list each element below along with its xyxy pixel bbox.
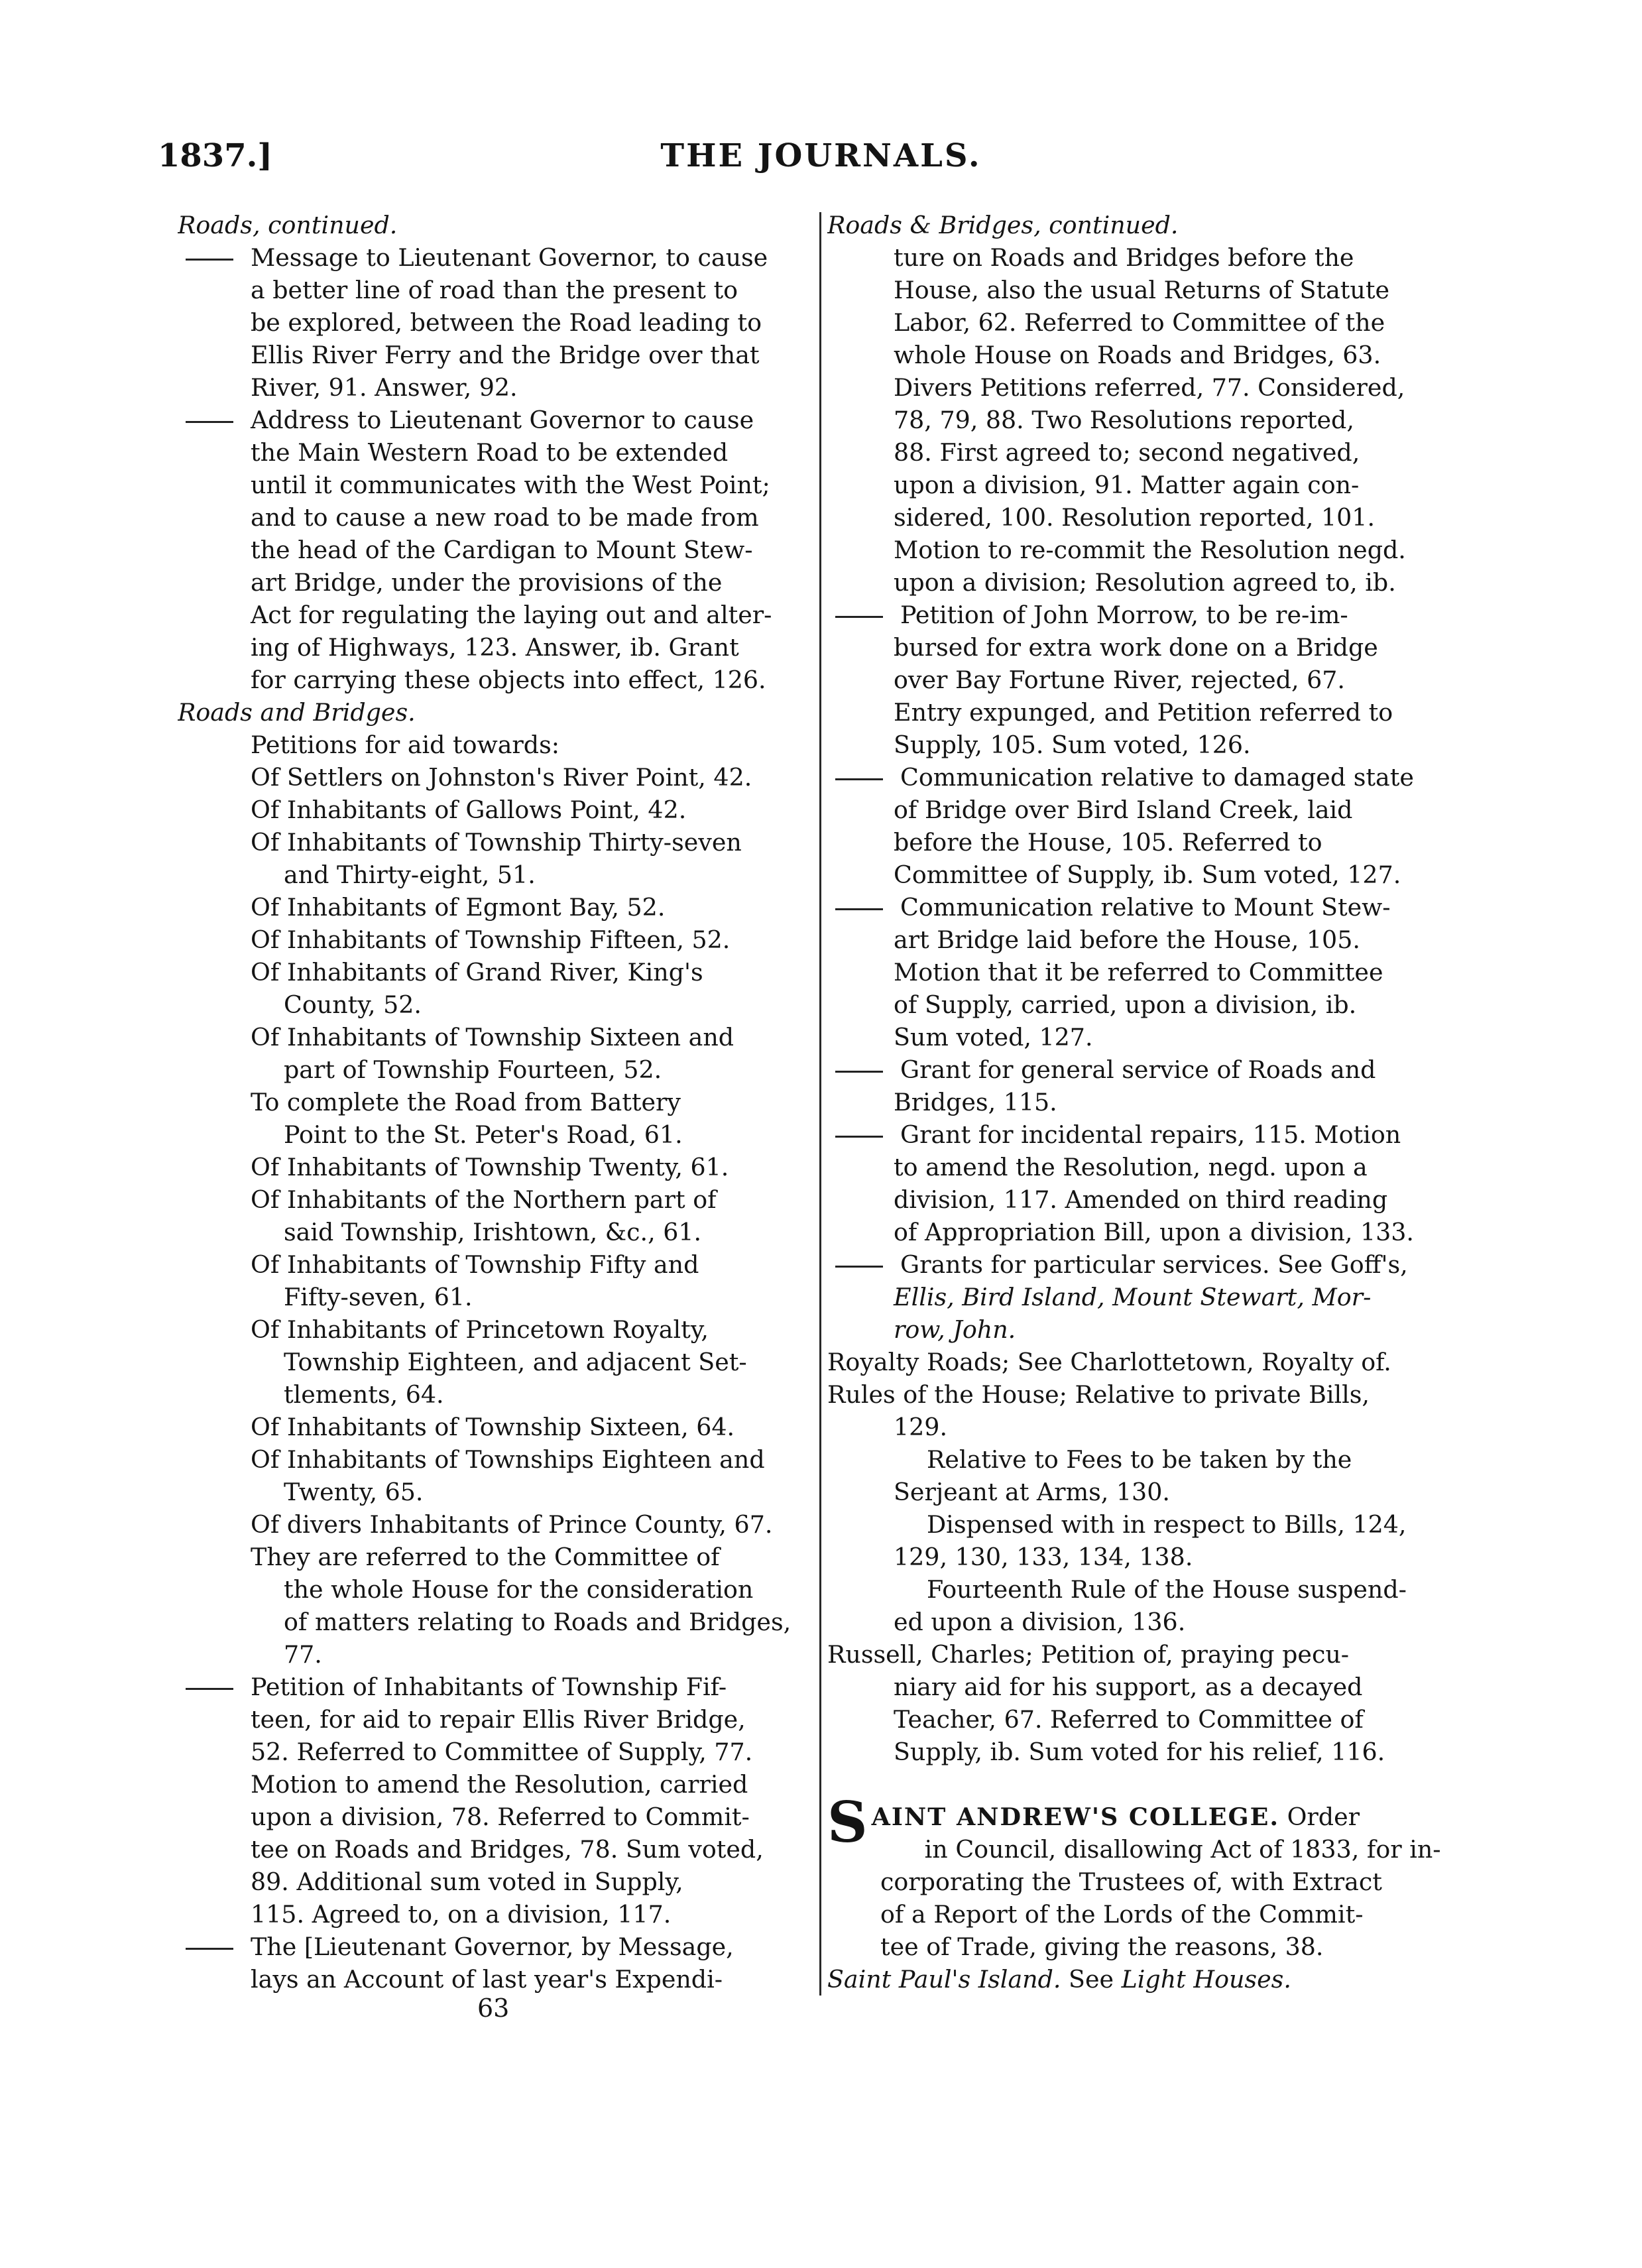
index-line [178, 924, 814, 956]
index-line [827, 1378, 1464, 1411]
index-line-text: 89. Additional sum voted in Supply, [251, 1868, 683, 1896]
column-divider [819, 212, 821, 1996]
index-line-text: Ellis, Bird Island, Mount Stewart, Mor- [894, 1283, 1372, 1311]
index-line [178, 1118, 814, 1151]
index-line-text: and Thirty-eight, 51. [284, 861, 536, 889]
drop-cap: S [827, 1789, 868, 1855]
index-line-text: Twenty, 65. [284, 1478, 424, 1506]
index-line [178, 1476, 814, 1508]
index-line [178, 534, 814, 566]
index-line [827, 1313, 1464, 1346]
index-line [827, 1118, 1464, 1151]
index-line [827, 1638, 1464, 1671]
index-line-text: 115. Agreed to, on a division, 117. [251, 1900, 672, 1929]
index-line-text: bursed for extra work done on a Bridge [894, 633, 1378, 662]
index-line [827, 891, 1464, 924]
index-line [178, 1053, 814, 1086]
index-line [827, 761, 1464, 794]
dash-mark [827, 1118, 900, 1151]
index-line-text: Sum voted, 127. [894, 1023, 1093, 1051]
index-line [178, 1281, 814, 1313]
index-line-text: Motion that it be referred to Committee [894, 958, 1383, 986]
index-line-text: Grants for particular services. See Goff's, [900, 1250, 1408, 1279]
index-line [178, 274, 814, 306]
dash-mark [178, 1931, 251, 1963]
index-line-text: The [Lieutenant Governor, by Message, [251, 1933, 734, 1961]
index-line [827, 696, 1464, 729]
index-line [827, 988, 1464, 1021]
index-line-text: the whole House for the consideration [284, 1575, 754, 1604]
index-line-text: art Bridge laid before the House, 105. [894, 925, 1360, 954]
index-line [178, 404, 814, 436]
index-line [178, 241, 814, 274]
index-line-text: upon a division; Resolution agreed to, ib. [894, 568, 1396, 597]
index-line [827, 1053, 1464, 1086]
index-line-text: County, 52. [284, 990, 422, 1019]
index-line [827, 1736, 1464, 1768]
index-line-text: until it communicates with the West Point; [251, 471, 770, 499]
index-line-text: Act for regulating the laying out and alter- [251, 601, 772, 629]
index-line [178, 371, 814, 404]
index-line-text: Of Settlers on Johnston's River Point, 42. [251, 763, 752, 792]
index-line-text: River, 91. Answer, 92. [251, 373, 518, 402]
index-line-text: row, John. [894, 1315, 1016, 1344]
index-line [178, 1248, 814, 1281]
index-line [178, 1541, 814, 1573]
index-line-text: To complete the Road from Battery [251, 1088, 681, 1116]
index-line [827, 729, 1464, 761]
index-line [178, 1021, 814, 1053]
index-line-text: Of Inhabitants of the Northern part of [251, 1185, 717, 1214]
page-number: 63 [477, 1994, 510, 2023]
index-line-text: Fifty-seven, 61. [284, 1283, 473, 1311]
index-line-text: 77. [284, 1640, 322, 1669]
index-line [178, 1898, 814, 1931]
index-line [178, 1801, 814, 1833]
index-line [827, 1508, 1464, 1541]
index-line-text: Roads and Bridges. [178, 698, 416, 727]
index-line [827, 956, 1464, 988]
dash-mark [178, 404, 251, 436]
index-line [827, 1476, 1464, 1508]
dash-mark [178, 1671, 251, 1703]
index-line-text: 52. Referred to Committee of Supply, 77. [251, 1738, 753, 1766]
index-line-text: Of Inhabitants of Township Sixteen and [251, 1023, 734, 1051]
dash-mark [827, 891, 900, 924]
index-line [827, 1703, 1464, 1736]
index-line [178, 1573, 814, 1606]
index-line-text: Royalty Roads; See Charlottetown, Royalty of. [827, 1348, 1391, 1376]
right-column-entries [827, 209, 1464, 1768]
index-line [178, 1736, 814, 1768]
index-line-text: Grant for incidental repairs, 115. Motion [900, 1120, 1401, 1149]
index-line [178, 859, 814, 891]
index-line-text: Motion to re-commit the Resolution negd. [894, 536, 1406, 564]
index-line [178, 1638, 814, 1671]
index-line [178, 1508, 814, 1541]
index-line [827, 274, 1464, 306]
index-line [827, 1443, 1464, 1476]
index-line [178, 306, 814, 339]
index-line [827, 1216, 1464, 1248]
index-line [827, 1248, 1464, 1281]
saint-andrews-line: in Council, disallowing Act of 1833, for in- [924, 1835, 1441, 1864]
index-line-text: sidered, 100. Resolution reported, 101. [894, 503, 1376, 532]
index-line [827, 469, 1464, 501]
index-line [178, 501, 814, 534]
index-line-text: of Appropriation Bill, upon a division, 133. [894, 1218, 1414, 1246]
index-line-text: Grant for general service of Roads and [900, 1055, 1376, 1084]
saint-pauls-see: See [1069, 1965, 1114, 1994]
index-line [178, 1606, 814, 1638]
saint-andrews-heading: AINT ANDREW'S COLLEGE. [871, 1803, 1279, 1831]
index-line-text: art Bridge, under the provisions of the [251, 568, 723, 597]
index-line-text: Ellis River Ferry and the Bridge over that [251, 341, 760, 369]
index-line-text: Fourteenth Rule of the House suspend- [927, 1575, 1407, 1604]
index-line [178, 664, 814, 696]
index-line-text: Petition of John Morrow, to be re-im- [900, 601, 1348, 629]
index-line-text: House, also the usual Returns of Statute [894, 276, 1390, 304]
index-line-text: Roads & Bridges, continued. [827, 211, 1179, 239]
index-line [178, 1931, 814, 1963]
index-line-text: Dispensed with in respect to Bills, 124, [927, 1510, 1407, 1539]
index-line [827, 1346, 1464, 1378]
index-line-text: Of Inhabitants of Township Thirty-seven [251, 828, 742, 857]
index-line-text: tlements, 64. [284, 1380, 444, 1409]
index-line [827, 1573, 1464, 1606]
index-line-text: before the House, 105. Referred to [894, 828, 1322, 857]
index-line [178, 436, 814, 469]
index-line [178, 794, 814, 826]
index-line-text: Supply, ib. Sum voted for his relief, 116. [894, 1738, 1385, 1766]
index-line-text: upon a division, 91. Matter again con- [894, 471, 1360, 499]
index-line-text: be explored, between the Road leading to [251, 308, 762, 337]
index-line [827, 1541, 1464, 1573]
index-line-text: said Township, Irishtown, &c., 61. [284, 1218, 702, 1246]
spacer [827, 1768, 1464, 1801]
index-line [178, 209, 814, 241]
saint-andrews-order: Order [1287, 1803, 1360, 1831]
index-line-text: tee on Roads and Bridges, 78. Sum voted, [251, 1835, 764, 1864]
index-line [178, 339, 814, 371]
index-line [178, 1378, 814, 1411]
header-year: 1837.] [158, 137, 273, 174]
saint-pauls-entry [827, 1963, 1464, 1996]
index-line [178, 761, 814, 794]
index-line-text: 88. First agreed to; second negatived, [894, 438, 1360, 467]
dash-mark [178, 241, 251, 274]
index-line [827, 436, 1464, 469]
index-line [827, 501, 1464, 534]
index-line-text: the head of the Cardigan to Mount Stew- [251, 536, 753, 564]
index-line [827, 1281, 1464, 1313]
index-line-text: to amend the Resolution, negd. upon a [894, 1153, 1368, 1181]
index-line-text: Teacher, 67. Referred to Committee of [894, 1705, 1364, 1734]
index-line-text: 78, 79, 88. Two Resolutions reported, [894, 406, 1354, 434]
index-line-text: Of Inhabitants of Township Twenty, 61. [251, 1153, 729, 1181]
index-line [178, 1703, 814, 1736]
index-line [827, 826, 1464, 859]
saint-andrews-line: tee of Trade, giving the reasons, 38. [880, 1933, 1324, 1961]
index-line [178, 696, 814, 729]
index-line [827, 306, 1464, 339]
index-line-text: Motion to amend the Resolution, carried [251, 1770, 748, 1799]
index-line [827, 599, 1464, 631]
index-line-text: Communication relative to damaged state [900, 763, 1414, 792]
index-line-text: Of Inhabitants of Grand River, King's [251, 958, 703, 986]
index-line [827, 859, 1464, 891]
index-line [827, 1671, 1464, 1703]
saint-pauls-ref: Light Houses. [1121, 1965, 1291, 1994]
index-line-text: ed upon a division, 136. [894, 1608, 1186, 1636]
index-line-text: Township Eighteen, and adjacent Set- [284, 1348, 747, 1376]
index-line [827, 794, 1464, 826]
index-line-text: Point to the St. Peter's Road, 61. [284, 1120, 683, 1149]
index-line [178, 599, 814, 631]
index-line-text: Labor, 62. Referred to Committee of the [894, 308, 1385, 337]
index-line-text: of Supply, carried, upon a division, ib. [894, 990, 1357, 1019]
dash-mark [827, 599, 900, 631]
index-line [178, 566, 814, 599]
index-line [178, 1866, 814, 1898]
index-line-text: Petition of Inhabitants of Township Fif- [251, 1673, 727, 1701]
index-line [827, 1411, 1464, 1443]
saint-andrews-entry [827, 1833, 1464, 1963]
dash-mark [827, 1053, 900, 1086]
dash-mark [827, 761, 900, 794]
index-line-text: Of Inhabitants of Township Fifteen, 52. [251, 925, 731, 954]
index-line-text: Of Inhabitants of Egmont Bay, 52. [251, 893, 666, 922]
index-line [178, 1768, 814, 1801]
index-line-text: the Main Western Road to be extended [251, 438, 729, 467]
index-line-text: 129, 130, 133, 134, 138. [894, 1543, 1193, 1571]
index-line-text: ture on Roads and Bridges before the [894, 243, 1354, 272]
index-line-text: niary aid for his support, as a decayed [894, 1673, 1363, 1701]
index-line-text: Petitions for aid towards: [251, 731, 560, 759]
header-title: THE JOURNALS. [660, 137, 982, 174]
index-line [178, 1833, 814, 1866]
index-line-text: Of Inhabitants of Townships Eighteen and [251, 1445, 765, 1474]
index-line [827, 1021, 1464, 1053]
index-line-text: whole House on Roads and Bridges, 63. [894, 341, 1381, 369]
index-line-text: teen, for aid to repair Ellis River Bridge, [251, 1705, 746, 1734]
index-line-text: over Bay Fortune River, rejected, 67. [894, 666, 1345, 694]
index-line [178, 1346, 814, 1378]
index-line [827, 404, 1464, 436]
index-line-text: Rules of the House; Relative to private Bills, [827, 1380, 1370, 1409]
index-line-text: for carrying these objects into effect, 126. [251, 666, 766, 694]
index-line [827, 371, 1464, 404]
index-line-text: Communication relative to Mount Stew- [900, 893, 1391, 922]
index-line-text: a better line of road than the present to [251, 276, 738, 304]
index-line [827, 566, 1464, 599]
index-line-text: Entry expunged, and Petition referred to [894, 698, 1393, 727]
index-line [827, 1183, 1464, 1216]
index-line-text: Bridges, 115. [894, 1088, 1057, 1116]
index-line [827, 924, 1464, 956]
index-line-text: upon a division, 78. Referred to Commit- [251, 1803, 750, 1831]
index-line [178, 1183, 814, 1216]
index-line [178, 469, 814, 501]
index-line-text: and to cause a new road to be made from [251, 503, 759, 532]
index-line [178, 1443, 814, 1476]
index-line-text: Divers Petitions referred, 77. Considered, [894, 373, 1405, 402]
index-line [827, 664, 1464, 696]
index-line-text: Russell, Charles; Petition of, praying pecu- [827, 1640, 1350, 1669]
index-line [827, 339, 1464, 371]
index-line-text: Committee of Supply, ib. Sum voted, 127. [894, 861, 1401, 889]
index-line [178, 956, 814, 988]
index-line [178, 988, 814, 1021]
index-line [827, 1086, 1464, 1118]
index-line [178, 1411, 814, 1443]
dash-mark [827, 1248, 900, 1281]
index-line-text: of Bridge over Bird Island Creek, laid [894, 796, 1353, 824]
index-line [827, 241, 1464, 274]
index-line [827, 1606, 1464, 1638]
index-line-text: division, 117. Amended on third reading [894, 1185, 1388, 1214]
saint-pauls-title: Saint Paul's Island. [827, 1965, 1061, 1994]
index-line-text: part of Township Fourteen, 52. [284, 1055, 662, 1084]
index-line [178, 1671, 814, 1703]
index-line [178, 1216, 814, 1248]
index-line-text: Of divers Inhabitants of Prince County, 67. [251, 1510, 773, 1539]
index-line [827, 1151, 1464, 1183]
index-line-text: ing of Highways, 123. Answer, ib. Grant [251, 633, 739, 662]
index-line-text: They are referred to the Committee of [251, 1543, 720, 1571]
index-line-text: Relative to Fees to be taken by the [927, 1445, 1352, 1474]
right-column [827, 209, 1464, 1999]
index-line-text: of matters relating to Roads and Bridges, [284, 1608, 792, 1636]
index-line-text: 129. [894, 1413, 948, 1441]
index-line [178, 729, 814, 761]
saint-andrews-line: corporating the Trustees of, with Extract [880, 1868, 1382, 1896]
index-line-text: Serjeant at Arms, 130. [894, 1478, 1170, 1506]
index-line-text: Of Inhabitants of Township Sixteen, 64. [251, 1413, 735, 1441]
saint-andrews-line: of a Report of the Lords of the Commit- [880, 1900, 1364, 1929]
index-line [178, 891, 814, 924]
left-column [178, 209, 814, 1999]
index-line-text: Of Inhabitants of Gallows Point, 42. [251, 796, 687, 824]
index-line-text: Roads, continued. [178, 211, 398, 239]
index-line-text: lays an Account of last year's Expendi- [251, 1965, 723, 1994]
index-line [827, 209, 1464, 241]
index-line [827, 631, 1464, 664]
index-line-text: Supply, 105. Sum voted, 126. [894, 731, 1251, 759]
index-line [178, 826, 814, 859]
index-line-text: Of Inhabitants of Princetown Royalty, [251, 1315, 709, 1344]
index-line [178, 1963, 814, 1996]
index-line-text: Address to Lieutenant Governor to cause [251, 406, 754, 434]
index-line [827, 534, 1464, 566]
index-line-text: Of Inhabitants of Township Fifty and [251, 1250, 699, 1279]
index-line-text: Message to Lieutenant Governor, to cause [251, 243, 768, 272]
index-line [178, 631, 814, 664]
index-line [178, 1313, 814, 1346]
index-line [178, 1151, 814, 1183]
index-line [178, 1086, 814, 1118]
